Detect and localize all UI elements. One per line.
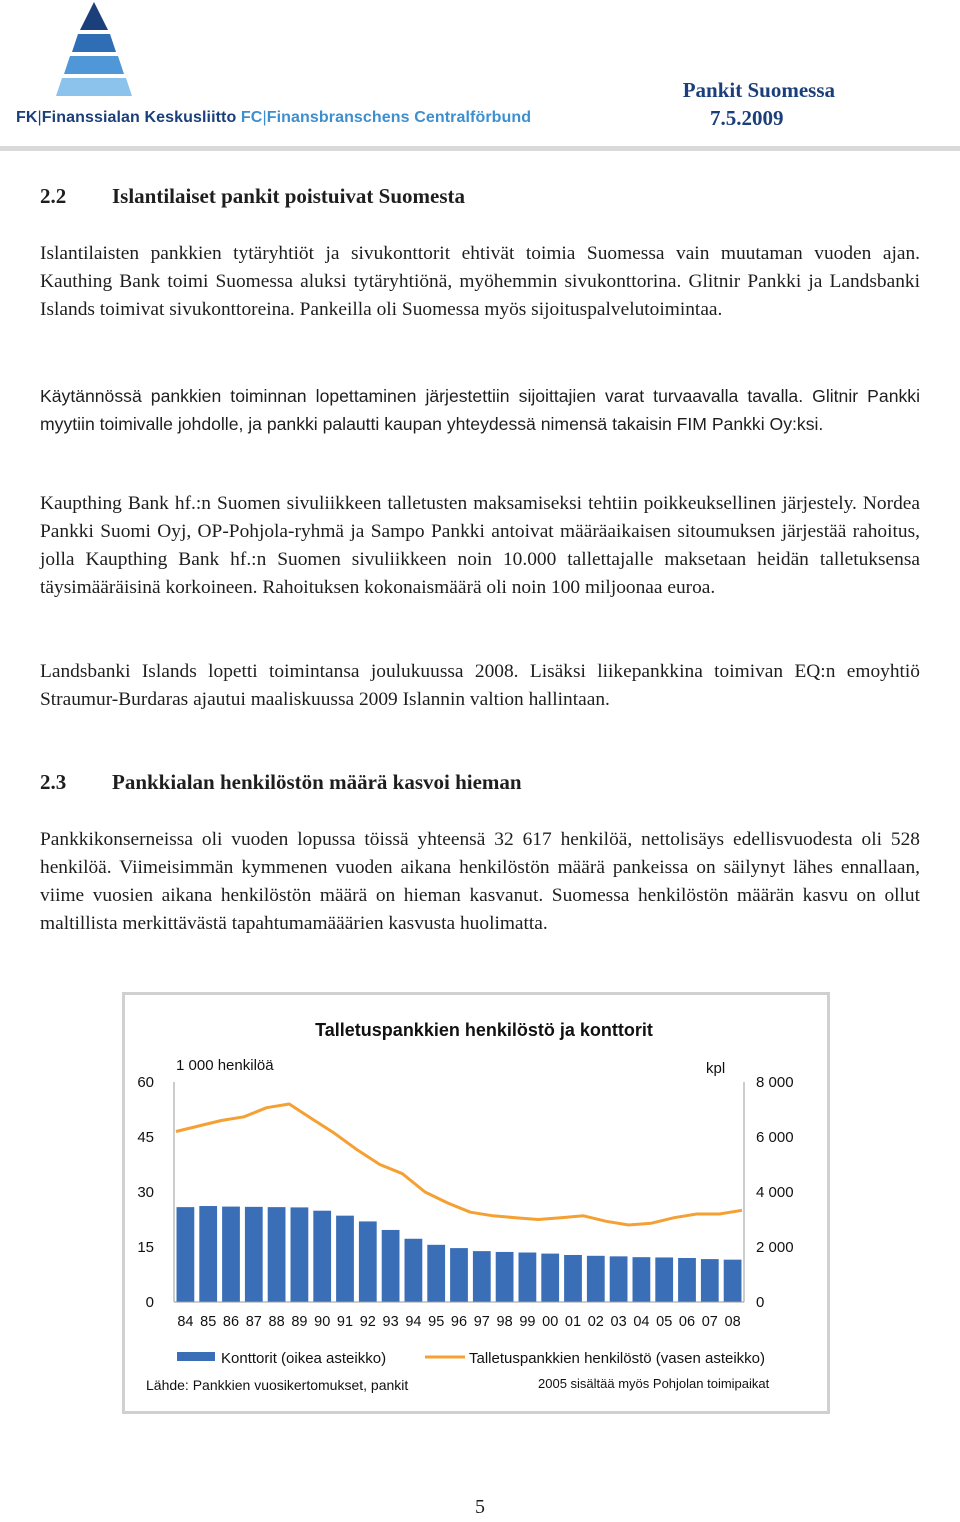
paragraph: Islantilaisten pankkien tytäryhtiöt ja sivukonttorit ehtivät toimia Suomessa vain muutaman vuoden ajan. Kauthing Bank toimi Suomessa aluksi tytäryhtiönä, myöhemmin sivukonttorina. Glitnir Pankki ja Landsbanki Islands toimivat sivukonttoreina. Pankeilla oli Suomessa myös sijoituspalvelutoimintaa.: [40, 243, 920, 320]
logo-name-fi: Finanssialan Keskusliitto: [41, 109, 237, 126]
x-tick-label: 88: [268, 1314, 285, 1330]
x-tick-label: 08: [724, 1314, 741, 1330]
branch-bar: [382, 1230, 400, 1302]
x-tick-label: 91: [336, 1314, 354, 1330]
branch-bar: [564, 1255, 582, 1302]
right-tick-label: 0: [756, 1294, 765, 1311]
x-tick-label: 06: [678, 1314, 696, 1330]
left-tick-label: 30: [137, 1184, 154, 1201]
paragraph: Landsbanki Islands lopetti toimintansa joulukuussa 2008. Lisäksi liikepankkina toimivan EQ:n emoyhtiö Straumur-Burdaras ajautui maaliskuussa 2009 Islannin valtion hallintaan.: [40, 661, 920, 710]
x-tick-label: 98: [496, 1314, 513, 1330]
branch-bar: [541, 1254, 559, 1302]
x-tick-label: 95: [428, 1314, 445, 1330]
staff-line-series: [176, 1104, 742, 1225]
branch-bar: [450, 1248, 468, 1302]
branch-bar: [336, 1216, 354, 1302]
section-number: 2.3: [40, 770, 67, 794]
left-tick-label: 0: [145, 1294, 154, 1311]
paragraph: Käytännössä pankkien toiminnan lopettaminen järjestettiin sijoittajien varat turvaavalla tavalla. Glitnir Pankki myytiin toimivalle johdolle, ja pankki palautti kaupan yhteydessä nimensä takaisin FIM Pankki Oy:ksi.: [40, 386, 920, 434]
paragraph: Kaupthing Bank hf.:n Suomen sivuliikkeen talletusten maksamiseksi tehtiin poikkeuksellinen järjestely. Nordea Pankki Suomi Oyj, OP-Pohjola-ryhmä ja Sampo Pankki antoivat määräaikaisen sitoumuksen järjestää rahoitus, jolla Kaupthing Bank hf.:n Suomen sivuliikkeen noin 10.000 tallettajalle maksetaan heidän talletuksensa täysimääräisinä korkoineen. Rahoituksen kokonaismäärä oli noin 100 miljoonaa euroa.: [40, 493, 920, 598]
chart-title: Talletuspankkien henkilöstö ja konttorit: [315, 1020, 653, 1040]
branch-bar: [473, 1251, 491, 1302]
branch-bar: [291, 1207, 309, 1302]
document-date: 7.5.2009: [710, 106, 784, 130]
branch-bar: [519, 1253, 537, 1303]
x-tick-label: 02: [587, 1314, 604, 1330]
left-tick-label: 15: [137, 1239, 154, 1256]
left-tick-label: 60: [137, 1074, 154, 1091]
left-axis-unit: 1 000 henkilöä: [176, 1057, 274, 1074]
section-number: 2.2: [40, 184, 67, 208]
branch-bar: [633, 1257, 651, 1302]
branch-bar: [313, 1211, 331, 1302]
right-axis-unit: kpl: [706, 1060, 726, 1077]
x-tick-label: 03: [610, 1314, 627, 1330]
x-tick-label: 93: [382, 1314, 399, 1330]
x-tick-label: 89: [291, 1314, 308, 1330]
section-title: Pankkialan henkilöstön määrä kasvoi hieman: [112, 770, 522, 794]
x-tick-label: 86: [222, 1314, 240, 1330]
legend-swatch-branches: [177, 1352, 215, 1361]
branch-bar: [701, 1259, 719, 1302]
branch-bar: [177, 1207, 195, 1302]
x-tick-label: 96: [450, 1314, 468, 1330]
x-tick-label: 01: [564, 1314, 582, 1330]
staff-and-branches-chart: [122, 992, 830, 1414]
document-title: Pankit Suomessa: [682, 78, 835, 102]
logo-fk: FK: [16, 109, 38, 126]
logo-name-sv: Finansbranschens Centralförbund: [266, 109, 532, 126]
paragraph: Pankkikonserneissa oli vuoden lopussa töissä yhteensä 32 617 henkilöä, nettolisäys edellisvuodesta oli 528 henkilöä. Viimeisimmän kymmenen vuoden aikana henkilöstön määrä pankeissa on säilynyt lähes ennallaan, viime vuosien aikana henkilöstön määrä on hieman kasvanut. Suomessa henkilöstön määrän kasvu on ollut maltillista merkittävästä tapahtumamääärien kasvusta huolimatta.: [40, 829, 920, 934]
branch-bar: [222, 1207, 240, 1302]
right-tick-label: 4 000: [756, 1184, 794, 1201]
legend-label-branches: Konttorit (oikea asteikko): [221, 1350, 387, 1367]
right-tick-label: 6 000: [756, 1129, 794, 1146]
branch-bar: [268, 1207, 286, 1302]
x-tick-label: 90: [314, 1314, 331, 1330]
chart-note: 2005 sisältää myös Pohjolan toimipaikat: [538, 1376, 770, 1391]
header-divider: [0, 146, 960, 151]
x-tick-label: 07: [701, 1314, 718, 1330]
branch-bar: [724, 1260, 742, 1302]
branch-bar: [678, 1258, 696, 1302]
x-tick-label: 87: [245, 1314, 262, 1330]
x-tick-label: 04: [633, 1314, 650, 1330]
branch-bar: [496, 1252, 514, 1302]
right-tick-label: 2 000: [756, 1239, 794, 1256]
legend-label-staff: Talletuspankkien henkilöstö (vasen asteikko): [469, 1350, 765, 1367]
branch-bar: [245, 1207, 263, 1302]
chart-frame: [122, 992, 830, 1414]
section-heading-2-3: [40, 770, 522, 795]
x-tick-label: 00: [542, 1314, 559, 1330]
branch-bar: [610, 1256, 628, 1302]
section-heading-2-2: [40, 184, 465, 209]
x-tick-label: 97: [473, 1314, 490, 1330]
x-tick-label: 99: [519, 1314, 536, 1330]
x-tick-label: 94: [405, 1314, 422, 1330]
logo-fc: FC: [240, 109, 263, 126]
branch-bar: [587, 1256, 605, 1302]
branch-bar: [199, 1206, 217, 1302]
x-tick-label: 92: [359, 1314, 376, 1330]
chart-source: Lähde: Pankkien vuosikertomukset, pankit: [146, 1377, 409, 1393]
x-tick-label: 05: [656, 1314, 673, 1330]
branch-bar: [359, 1221, 377, 1302]
branch-bar: [427, 1245, 445, 1302]
left-tick-label: 45: [137, 1129, 154, 1146]
page-number: 5: [475, 1496, 485, 1518]
x-tick-label: 84: [177, 1314, 194, 1330]
logo-wordmark: FK|Finanssialan Keskusliitto FC|Finansbranschens Centralförbund: [16, 109, 532, 126]
section-title: Islantilaiset pankit poistuivat Suomesta: [112, 184, 465, 208]
branch-bar: [655, 1257, 673, 1302]
branch-bar: [405, 1239, 423, 1302]
x-tick-label: 85: [200, 1314, 217, 1330]
right-tick-label: 8 000: [756, 1074, 794, 1091]
